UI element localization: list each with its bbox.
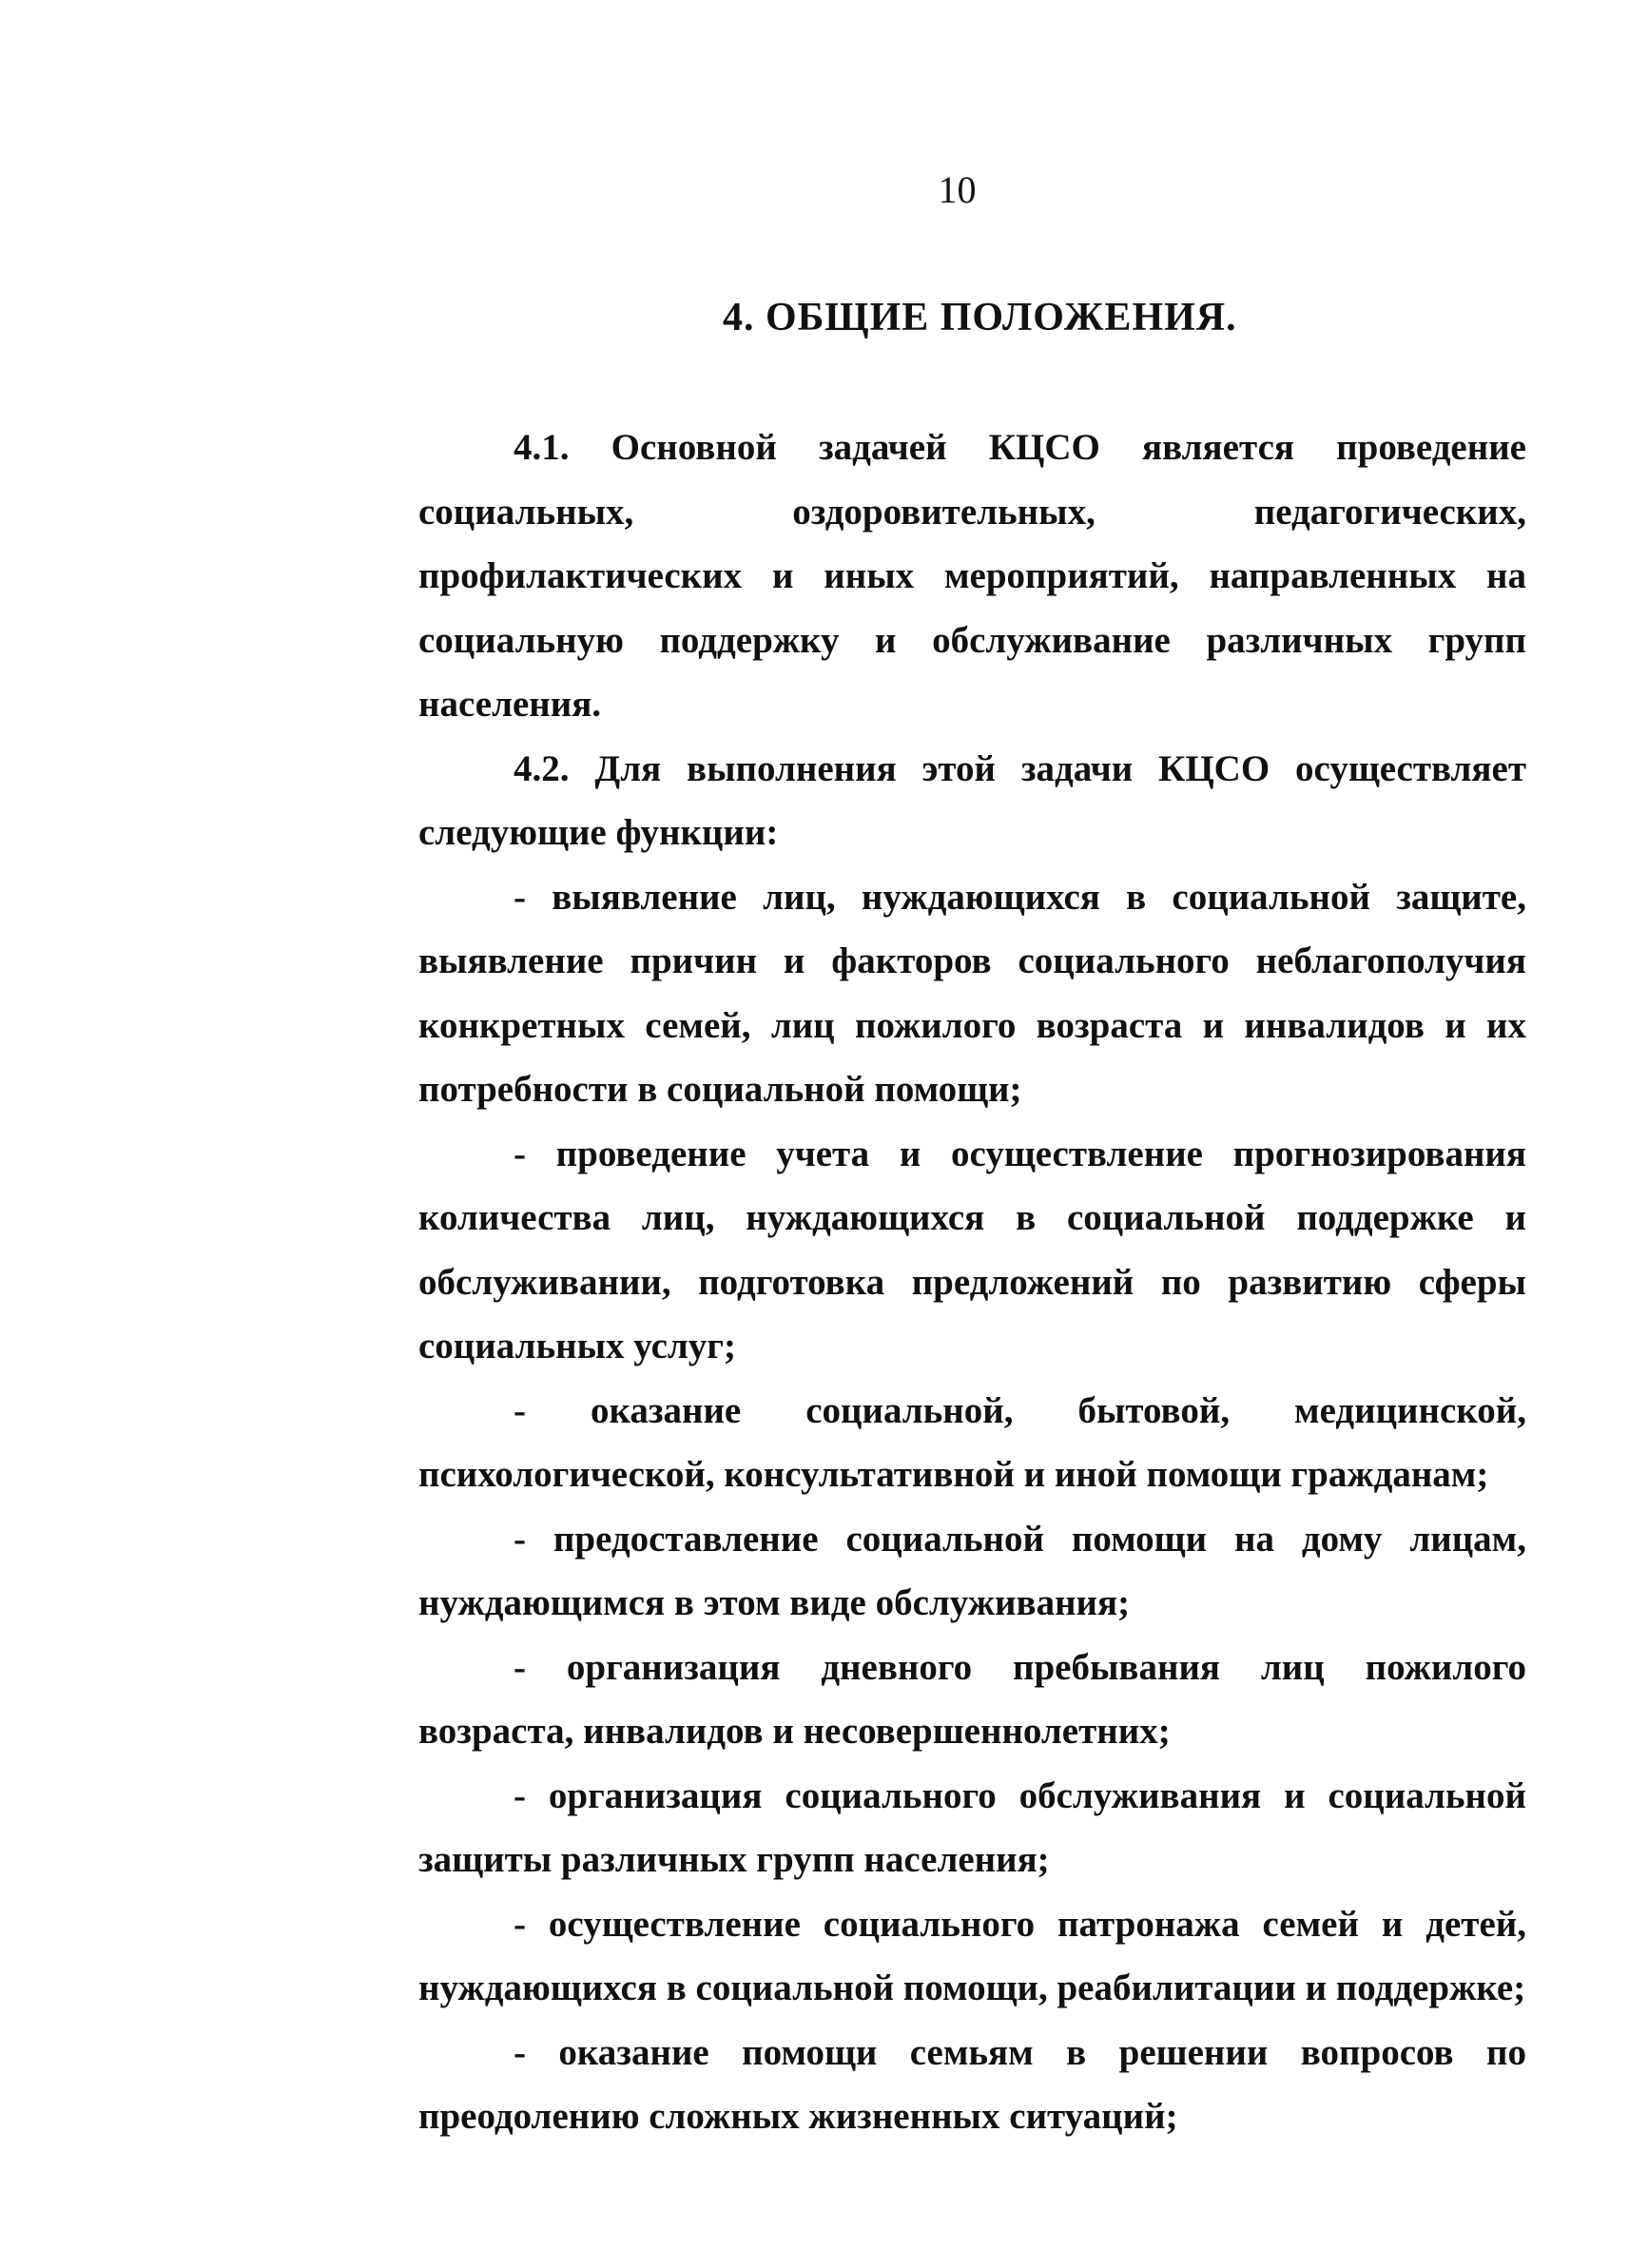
list-item: - организация дневного пребывания лиц пожилого возраста, инвалидов и несовершеннолетних; xyxy=(418,1646,1526,1752)
list-item: - оказание помощи семьям в решении вопросов по преодолению сложных жизненных ситуаций; xyxy=(418,2031,1526,2137)
paragraph-4-1: 4.1. Основной задачей КЦСО является проведение социальных, оздоровительных, педагогических, профилактических и иных мероприятий, направленных на социальную поддержку и обслуживание различных групп населения. xyxy=(418,427,1526,725)
page-number: 10 xyxy=(938,168,977,211)
list-item: - организация социального обслуживания и социальной защиты различных групп населения; xyxy=(418,1774,1526,1880)
paragraph-4-2: 4.2. Для выполнения этой задачи КЦСО осуществляет следующие функции: xyxy=(418,747,1526,853)
list-item: - предоставление социальной помощи на дому лицам, нуждающимся в этом виде обслуживания; xyxy=(418,1518,1526,1623)
list-item: - выявление лиц, нуждающихся в социальной защите, выявление причин и факторов социального неблагополучия конкретных семей, лиц пожилого возраста и инвалидов и их потребности в социальной помощи; xyxy=(418,876,1526,1110)
body-text xyxy=(418,416,1526,2149)
list-item: - проведение учета и осуществление прогнозирования количества лиц, нуждающихся в социальной поддержке и обслуживании, подготовка предложений по развитию сферы социальных услуг; xyxy=(418,1133,1526,1367)
list-item: - оказание социальной, бытовой, медицинской, психологической, консультативной и иной помощи гражданам; xyxy=(418,1389,1526,1495)
section-heading: 4. ОБЩИЕ ПОЛОЖЕНИЯ. xyxy=(723,296,1237,339)
list-item: - осуществление социального патронажа семей и детей, нуждающихся в социальной помощи, реабилитации и поддержке; xyxy=(418,1903,1526,2008)
